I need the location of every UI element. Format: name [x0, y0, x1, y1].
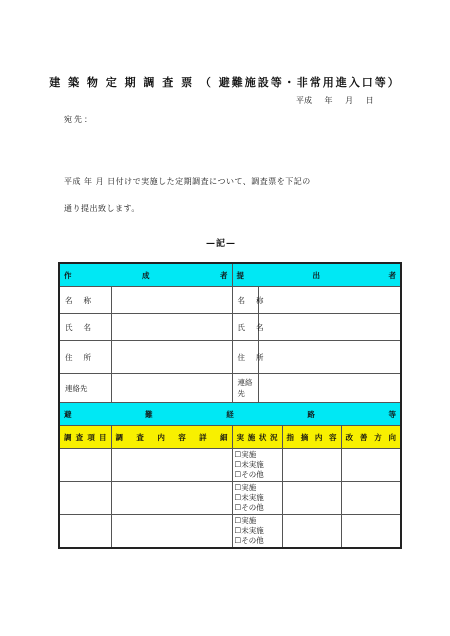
body-text	[64, 168, 394, 222]
info-label	[59, 341, 111, 374]
submitter-header-char: 者	[388, 270, 397, 280]
info-label-text: 所	[83, 352, 91, 362]
column-header-char: 施	[247, 432, 256, 442]
info-value-field[interactable]	[258, 287, 401, 314]
info-value-field[interactable]	[111, 287, 232, 314]
survey-item-cell[interactable]	[59, 515, 111, 549]
creator-header-char: 成	[142, 270, 150, 280]
column-header-char: 査	[136, 432, 144, 442]
info-label-text: 氏	[237, 322, 246, 332]
document-title: 建 築 物 定 期 調 査 票 （ 避難施設等・非常用進入口等）	[49, 76, 401, 89]
status-checkbox-option[interactable]: ☐その他	[234, 470, 264, 479]
column-header	[232, 426, 282, 449]
status-cell	[232, 482, 282, 515]
body-line-1: 平成 年 月 日付けで実施した定期調査について、調査票を下記の	[64, 177, 311, 186]
evacuation-header-char: 経	[226, 409, 234, 419]
survey-detail-cell[interactable]	[111, 449, 232, 482]
column-header-char: 内	[314, 432, 323, 442]
info-label-text: 名	[65, 295, 73, 305]
info-label	[59, 287, 111, 314]
info-row	[59, 341, 401, 374]
info-value-field[interactable]	[111, 374, 232, 403]
column-header	[59, 426, 111, 449]
body-line-2: 通り提出致します。	[64, 204, 140, 213]
column-header-char: 容	[178, 432, 186, 442]
info-row	[59, 374, 401, 403]
column-header-char: 内	[157, 432, 165, 442]
findings-cell[interactable]	[282, 482, 341, 515]
improvement-cell[interactable]	[341, 482, 401, 515]
info-value-field[interactable]	[258, 374, 401, 403]
info-label-text: 名	[83, 322, 91, 332]
info-label-text: 名	[237, 295, 246, 305]
info-label	[232, 314, 264, 341]
column-header-char: 査	[75, 432, 84, 442]
info-label-text: 連絡先	[237, 378, 253, 398]
column-header-char: 向	[388, 432, 397, 442]
column-header-char: 詳	[199, 432, 207, 442]
submitter-header-char: 出	[312, 270, 321, 280]
column-header-char: 況	[270, 432, 278, 442]
evacuation-route-header	[59, 403, 401, 426]
evacuation-route-header-row	[59, 403, 401, 426]
info-label-text: 称	[256, 295, 264, 305]
info-value-field[interactable]	[111, 341, 232, 374]
info-label	[59, 374, 111, 403]
status-checkbox-option[interactable]: ☐実施	[234, 450, 257, 459]
column-header-char: 指	[286, 432, 295, 442]
column-header-char: 調	[115, 432, 123, 442]
column-header	[341, 426, 401, 449]
evacuation-header-char: 等	[388, 409, 396, 419]
column-header-char: 摘	[300, 432, 309, 442]
info-label-text: 連絡先	[65, 383, 88, 393]
table-row	[59, 482, 401, 515]
findings-cell[interactable]	[282, 515, 341, 549]
column-header	[111, 426, 232, 449]
evacuation-header-char: 路	[307, 409, 315, 419]
info-label-text: 称	[83, 295, 91, 305]
info-label-text: 氏	[65, 322, 73, 332]
addressee: 宛先：	[64, 115, 94, 124]
submitter-header-char: 提	[236, 270, 245, 280]
column-header-char: 方	[374, 432, 382, 442]
survey-table	[58, 262, 402, 549]
column-header-char: 項	[87, 432, 95, 442]
status-checkbox-option[interactable]: ☐未実施	[234, 493, 264, 502]
status-checkbox-option[interactable]: ☐未実施	[234, 460, 264, 469]
status-checkbox-option[interactable]: ☐その他	[234, 503, 264, 512]
creator-header-char: 作	[64, 270, 72, 280]
column-header-char: 状	[258, 432, 267, 442]
info-row	[59, 314, 401, 341]
submitter-header	[232, 263, 401, 287]
survey-detail-cell[interactable]	[111, 515, 232, 549]
survey-item-cell[interactable]	[59, 449, 111, 482]
info-value-field[interactable]	[111, 314, 232, 341]
status-checkbox-option[interactable]: ☐実施	[234, 516, 257, 525]
column-header-char: 目	[98, 432, 107, 442]
column-header-char: 善	[359, 432, 368, 442]
column-header-char: 改	[345, 432, 354, 442]
info-row	[59, 287, 401, 314]
info-label	[232, 374, 258, 403]
info-value-field[interactable]	[258, 314, 401, 341]
column-header-char: 実	[236, 432, 245, 442]
findings-cell[interactable]	[282, 449, 341, 482]
column-header-row	[59, 426, 401, 449]
status-checkbox-option[interactable]: ☐その他	[234, 536, 264, 545]
column-header-char: 細	[220, 432, 228, 442]
info-value-field[interactable]	[258, 341, 401, 374]
info-label-text: 住	[65, 352, 73, 362]
creator-header-char: 者	[220, 270, 228, 280]
table-row	[59, 449, 401, 482]
date-line: 平成 年 月 日	[296, 96, 374, 105]
survey-item-cell[interactable]	[59, 482, 111, 515]
column-header-char: 容	[329, 432, 337, 442]
status-cell	[232, 449, 282, 482]
column-header-char: 調	[64, 432, 72, 442]
table-row	[59, 515, 401, 549]
status-cell	[232, 515, 282, 549]
status-checkbox-option[interactable]: ☐未実施	[234, 526, 264, 535]
improvement-cell[interactable]	[341, 449, 401, 482]
info-label-text: 名	[256, 322, 264, 332]
column-header	[282, 426, 341, 449]
info-label	[232, 341, 264, 374]
info-label	[232, 287, 264, 314]
info-label-text: 所	[256, 352, 264, 362]
status-checkbox-option[interactable]: ☐実施	[234, 483, 257, 492]
improvement-cell[interactable]	[341, 515, 401, 549]
survey-detail-cell[interactable]	[111, 482, 232, 515]
info-label	[59, 314, 111, 341]
ki-heading: —記—	[206, 239, 237, 249]
evacuation-header-char: 難	[145, 409, 153, 419]
info-label-text: 住	[237, 352, 246, 362]
evacuation-header-char: 避	[64, 409, 72, 419]
header-row-creator-submitter	[59, 263, 401, 287]
creator-header	[59, 263, 232, 287]
